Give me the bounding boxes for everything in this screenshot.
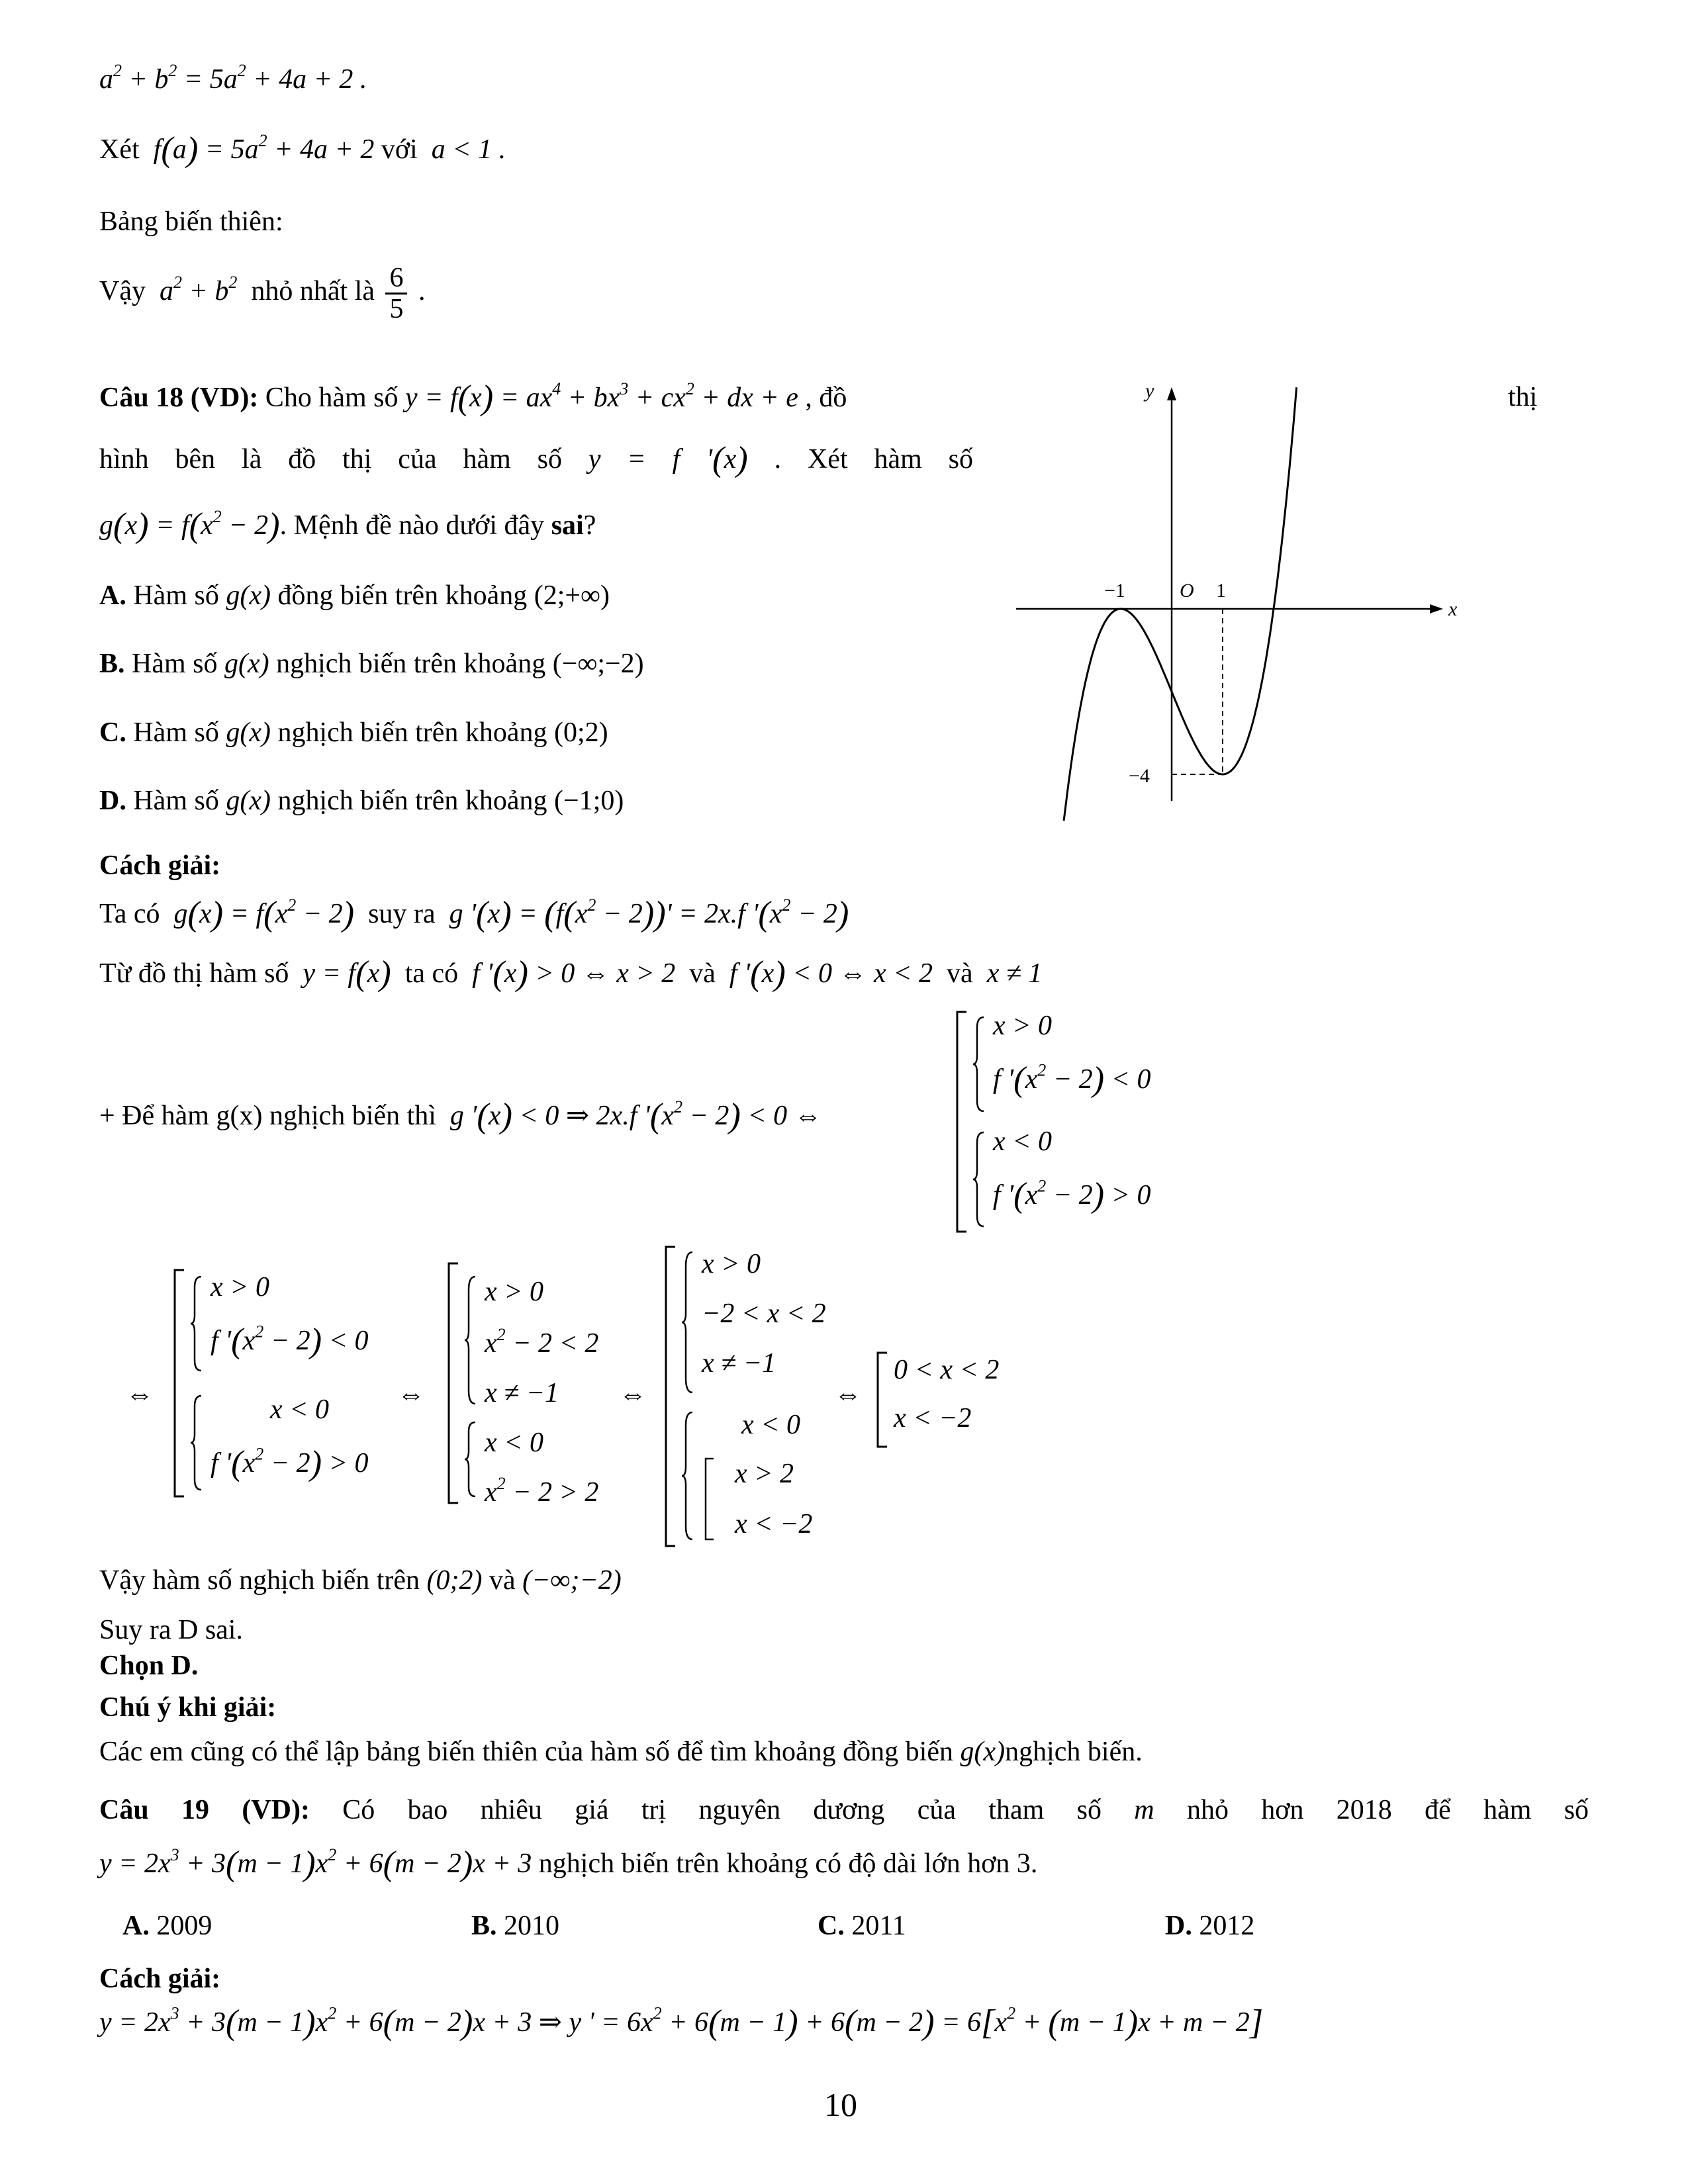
graph-tick-1: 1 <box>1216 580 1226 602</box>
q18-sol-line3: + Để hàm g(x) nghịch biến thì g '(x) < 0 ⇒ 2x.f '$(x^2 - 2) < 0$ ⇔ <box>99 1097 822 1135</box>
page-number: 10 <box>824 2086 857 2123</box>
q19-option-b: B. 2010 <box>471 1911 560 1941</box>
system-step3: x > 0 −2 < x < 2 x ≠ −1 x < 0 x > 2 x < −2 <box>662 1244 841 1549</box>
q18-line1: Câu 18 (VD): Cho hàm số $y = f(x) = ax^4 + bx^3 + cx^2$ + dx + e , đồ <box>99 379 847 417</box>
q18-suy-ra: Suy ra D sai. <box>99 1615 243 1645</box>
graph-y-label: y <box>1145 380 1154 402</box>
equiv-2: ⇔ <box>397 1379 425 1410</box>
x-axis-arrow-icon <box>1430 604 1443 614</box>
q19-sol-line1: $y = 2x^3 + 3(m - 1)x^2 + 6(m - 2)x + 3$ ⇒ y ' = $6x^2 + 6(m - 1) + 6(m - 2) = 6[x^2 + (m - 1)x + m - 2]$ <box>99 2003 1264 2042</box>
q18-option-b: B. Hàm số g(x) nghịch biến trên khoảng (−∞;−2) <box>99 649 644 679</box>
graph-origin-label: O <box>1180 580 1194 602</box>
graph-x-label: x <box>1448 598 1458 620</box>
fraction-six-fifths: $\frac{6}{5}$ <box>385 263 407 324</box>
prev-conclusion: Vậy $a^2 + b^2$ nhỏ nhất là $\frac{6}{5}$ . <box>99 263 426 325</box>
q18-option-c: C. Hàm số g(x) nghịch biến trên khoảng (0;2) <box>99 717 608 748</box>
brace-and-2 <box>973 1130 986 1229</box>
q18-option-a: A. Hàm số g(x) đồng biến trên khoảng (2;+∞) <box>99 580 610 611</box>
q18-answer: Chọn D. <box>99 1651 199 1681</box>
derivative-graph <box>1006 377 1470 821</box>
q19-option-c: C. 2011 <box>818 1911 906 1941</box>
q18-option-d: D. Hàm số g(x) nghịch biến trên khoảng (−1;0) <box>99 786 624 816</box>
bracket-or <box>953 1009 973 1234</box>
system-main: x > 0 f '$(x^2 - 2) < 0$ x < 0 f '$(x^2 - 2) > 0$ <box>953 1009 1218 1234</box>
q18-line3: $g(x) = f(x^2 - 2)$. Mệnh đề nào dưới đây sai? <box>99 506 596 545</box>
q18-sol-line1: Ta có $g(x) = f(x^2 - 2)$ suy ra g '$(x) = (f(x^2 - 2))' = 2x.f$ '$(x^2 - 2)$ <box>99 895 849 933</box>
brace-and-1 <box>973 1015 986 1114</box>
system-step2: x > 0 $x^2 - 2 < 2$ x ≠ −1 x < 0 $x^2 - 2 > 2$ <box>445 1261 624 1506</box>
prev-xet-line: Xét $f(a) = 5a^2 + 4a + 2$ với a < 1 . <box>99 130 506 169</box>
graph-tick-minus1: −1 <box>1104 580 1125 602</box>
q18-conclusion: Vậy hàm số nghịch biến trên (0;2) và (−∞;−2) <box>99 1565 622 1596</box>
prev-bbt: Bảng biến thiên: <box>99 206 283 237</box>
equiv-4: ⇔ <box>834 1379 862 1410</box>
graph-tick-minus4: −4 <box>1129 765 1150 787</box>
q18-note: Các em cũng có thể lập bảng biến thiên của hàm số để tìm khoảng đồng biến g(x)nghịch biến. <box>99 1737 1143 1767</box>
q19-solution-title: Cách giải: <box>99 1964 221 1994</box>
y-axis-arrow-icon <box>1167 387 1176 400</box>
fprime-curve <box>1060 387 1297 821</box>
equiv-1: ⇔ <box>126 1379 154 1410</box>
q19-option-a: A. 2009 <box>122 1911 212 1941</box>
q19-line2: $y = 2x^3 + 3(m - 1)x^2 + 6(m - 2)x + 3$ nghịch biến trên khoảng có độ dài lớn hơn 3. <box>99 1844 1038 1883</box>
q18-line2: hình bên là đồ thị của hàm số y = f '(x) . Xét hàm số <box>99 440 974 478</box>
system-final: 0 < x < 2 x < −2 <box>874 1350 1019 1449</box>
q18-line1-end: thị <box>1508 382 1538 412</box>
prev-equation: $a^2 + b^2 = 5a^2 + 4a + 2$ . <box>99 60 367 95</box>
q18-sol-line2: Từ đồ thị hàm số y = f(x) ta có f '(x) > 0 ⇔ x > 2 và f '(x) < 0 ⇔ x < 2 và x ≠ 1 <box>99 954 1043 993</box>
q18-solution-title: Cách giải: <box>99 850 221 881</box>
q18-note-title: Chú ý khi giải: <box>99 1692 277 1723</box>
q19-line1: Câu 19 (VD): Có bao nhiêu giá trị nguyên dương của tham số m nhỏ hơn 2018 để hàm số <box>99 1795 1589 1825</box>
q19-option-d: D. 2012 <box>1165 1911 1255 1941</box>
equiv-3: ⇔ <box>619 1379 647 1410</box>
system-step1: x > 0 f '$(x^2 - 2) < 0$ x < 0 f '$(x^2 - 2) > 0$ <box>171 1267 396 1499</box>
